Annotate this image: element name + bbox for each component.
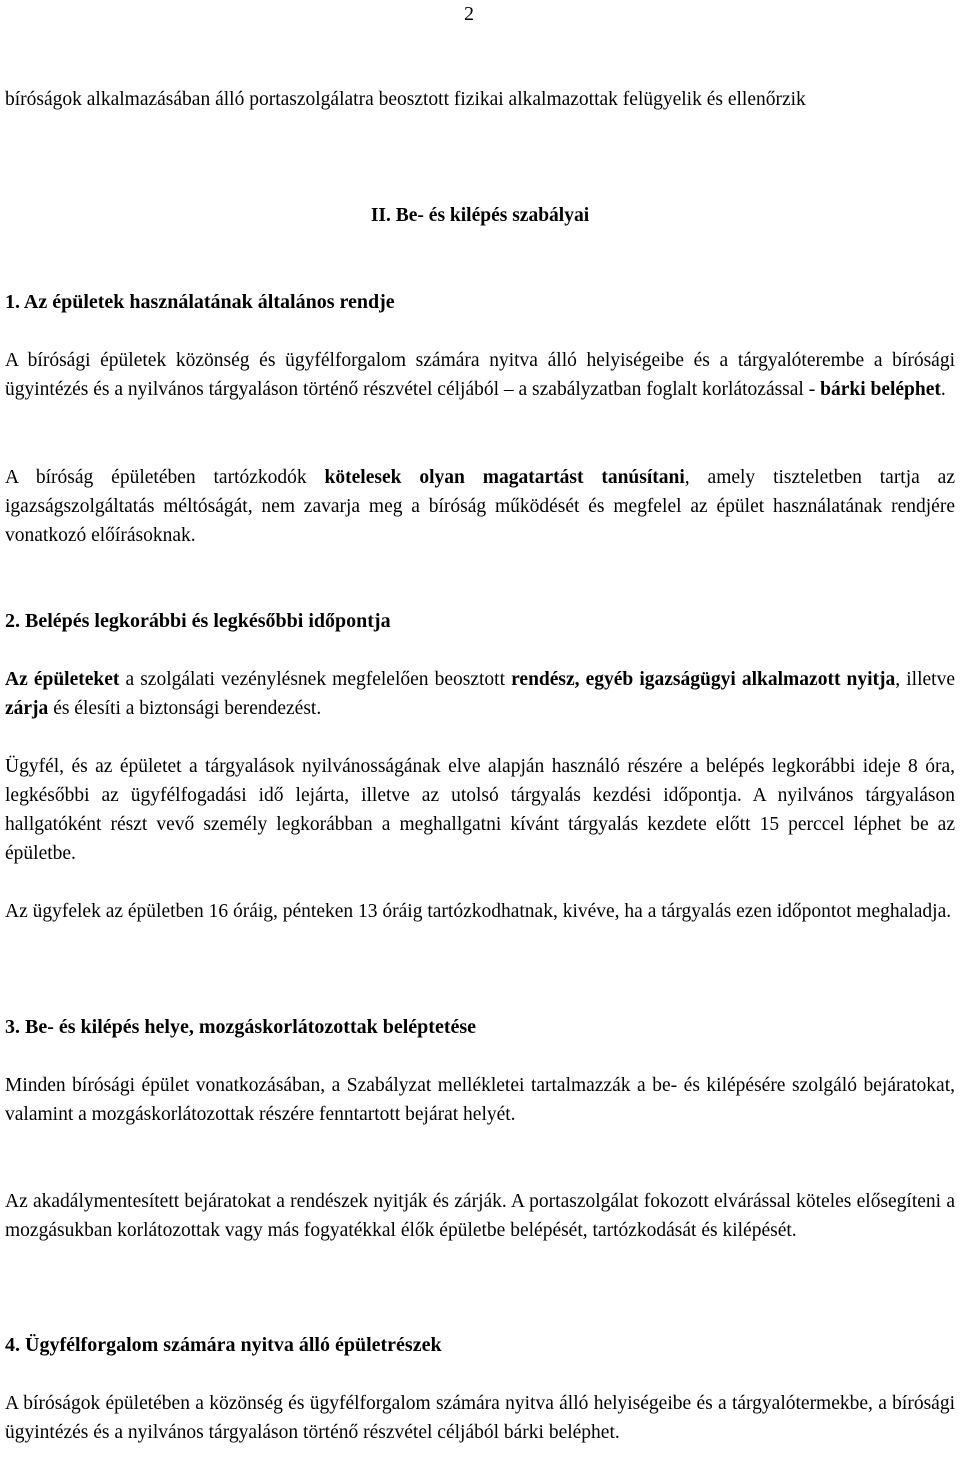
text-run: , amely tiszteletben tartja az igazságszolgáltatás méltóságát, nem zavarja meg a bíróság működését és megfelel az épület használatának rendjére vonatkozó előírásoknak. xyxy=(5,467,955,546)
section-4-paragraph-1: A bíróságok épületében a közönség és ügyfélforgalom számára nyitva álló helyiségeibe és a tárgyalótermekbe, a bírósági ügyintézés és a nyilvános tárgyaláson történő részvétel céljából bárki beléphet. xyxy=(5,1393,955,1443)
section-1-paragraph-2 xyxy=(5,463,955,550)
section-2-title: 2. Belépés legkorábbi és legkésőbbi időpontja xyxy=(5,610,391,632)
emphasis-run: zárja xyxy=(5,698,49,719)
text-run: A bíróság épületében tartózkodók xyxy=(5,467,325,488)
text-run: a szolgálati vezénylésnek megfelelően beosztott xyxy=(119,669,512,690)
section-2-paragraph-2: Ügyfél, és az épületet a tárgyalások nyilvánosságának elve alapján használó részére a belépés legkorábbi ideje 8 óra, legkésőbbi az ügyfélfogadási idő lejárta, illetve az utolsó tárgyalás kezdési időpontja. A nyilvános tárgyaláson hallgatóként részt vevő személy legkorábban a meghallgatni kívánt tárgyalás kezdete előtt 15 perccel léphet be az épületbe. xyxy=(5,756,955,864)
text-run: . xyxy=(940,379,946,400)
section-1-title: 1. Az épületek használatának általános rendje xyxy=(5,291,395,313)
text-run: A bírósági épületek közönség és ügyfélforgalom számára nyitva álló helyiségeibe és a tárgyalóterembe a bírósági ügyintézés és a nyilvános tárgyaláson történő részvétel céljából – a szabályzatban foglalt korlátozással - xyxy=(5,350,955,400)
text-run: , illetve xyxy=(895,669,955,690)
emphasis-run: rendész, egyéb igazságügyi alkalmazott nyitja xyxy=(511,669,896,690)
section-3-paragraph-2: Az akadálymentesített bejáratokat a rendészek nyitják és zárják. A portaszolgálat fokozott elvárással köteles elősegíteni a mozgásukban korlátozottak vagy más fogyatékkal élők épületbe belépését, tartózkodását és kilépését. xyxy=(5,1191,955,1241)
text-run: és élesíti a biztonsági berendezést. xyxy=(48,698,322,719)
section-3-paragraph-1: Minden bírósági épület vonatkozásában, a Szabályzat mellékletei tartalmazzák a be- és kilépésére szolgáló bejáratokat, valamint a mozgáskorlátozottak részére fenntartott bejárat helyét. xyxy=(5,1075,955,1125)
section-2-paragraph-1 xyxy=(5,665,955,723)
section-4-title: 4. Ügyfélforgalom számára nyitva álló épületrészek xyxy=(5,1334,442,1356)
chapter-title: II. Be- és kilépés szabályai xyxy=(370,205,590,226)
section-1-paragraph-1 xyxy=(5,346,955,404)
intro-paragraph: bíróságok alkalmazásában álló portaszolgálatra beosztott fizikai alkalmazottak felügyelik és ellenőrzik xyxy=(5,89,806,110)
emphasis-run: bárki beléphet xyxy=(820,379,941,400)
section-3-title: 3. Be- és kilépés helye, mozgáskorlátozottak beléptetése xyxy=(5,1016,477,1038)
emphasis-run: Az épületeket xyxy=(5,669,120,690)
page-number: 2 xyxy=(464,3,474,25)
emphasis-run: kötelesek olyan magatartást tanúsítani xyxy=(324,467,685,488)
section-2-paragraph-3: Az ügyfelek az épületben 16 óráig, pénteken 13 óráig tartózkodhatnak, kivéve, ha a tárgyalás ezen időpontot meghaladja. xyxy=(5,901,952,922)
